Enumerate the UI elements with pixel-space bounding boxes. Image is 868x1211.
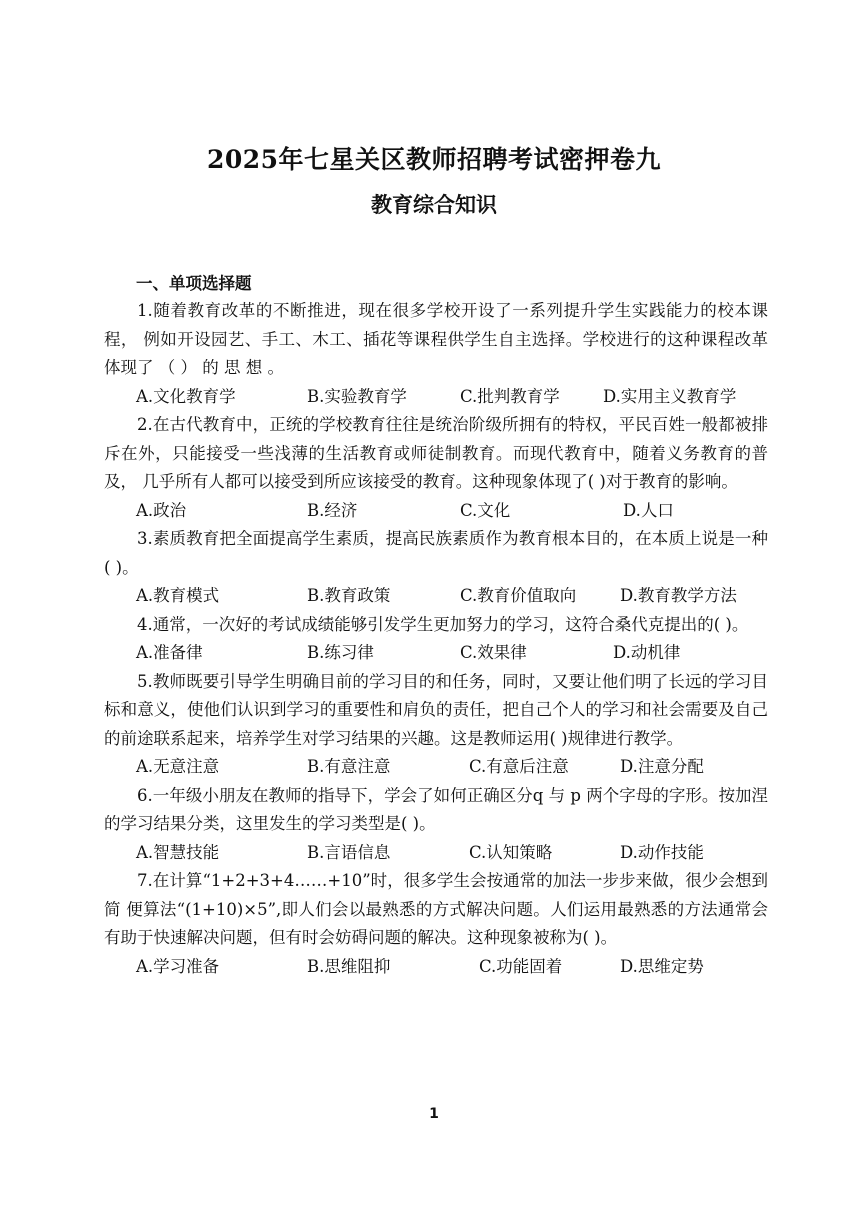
question-4-options — [104, 639, 768, 668]
question-7-option-c: C.功能固着 — [479, 956, 563, 976]
question-7-option-a: A.学习准备 — [136, 956, 220, 976]
question-1-option-a: A.文化教育学 — [136, 386, 236, 406]
question-6-option-d: D.动作技能 — [620, 842, 704, 862]
question-2-text: 2.在古代教育中，正统的学校教育往往是统治阶级所拥有的特权，平民百姓一般都被排 斥在外，只能接受一些浅薄的生活教育或师徒制教育。而现代教育中，随着义务教育的普及， 几乎所有人都可以接受到所应该接受的教育。这种现象体现了( )对于教育的影响。 — [104, 415, 768, 491]
question-6-options — [104, 839, 768, 868]
question-2-option-c: C.文化 — [460, 500, 511, 520]
question-1-option-b: B.实验教育学 — [307, 386, 407, 406]
section-title: 一、单项选择题 — [136, 274, 252, 293]
question-1-text: 1.随着教育改革的不断推进，现在很多学校开设了一系列提升学生实践能力的校本课程， 例如开设园艺、手工、木工、插花等课程供学生自主选择。学校进行的这种课程改革体现了 （ ） 的 思 想 。 — [104, 301, 768, 377]
question-5-text: 5.教师既要引导学生明确目前的学习目的和任务，同时，又要让他们明了长远的学习目 标和意义，使他们认识到学习的重要性和肩负的责任，把自己个人的学习和社会需要及自己 的前途联系起来，培养学生对学习结果的兴趣。这是教师运用( )规律进行教学。 — [104, 671, 768, 748]
question-6-option-b: B.言语信息 — [307, 842, 391, 862]
question-6-option-c: C.认知策略 — [469, 842, 553, 862]
question-7-options — [104, 953, 768, 982]
question-5-option-c: C.有意后注意 — [469, 757, 569, 776]
question-3-option-c: C.教育价值取向 — [460, 586, 577, 605]
question-1-option-c: C.批判教育学 — [460, 386, 560, 406]
question-3-text: 3.素质教育把全面提高学生素质，提高民族素质作为教育根本目的，在本质上说是一种 ( )。 — [104, 529, 768, 577]
question-3-option-d: D.教育教学方法 — [620, 586, 737, 605]
question-4-option-b: B.练习律 — [307, 643, 374, 662]
question-7-text: 7.在计算“1+2+3+4……+10”时，很多学生会按通常的加法一步步来做，很少会想到简 便算法“(1+10)×5”,即人们会以最熟悉的方式解决问题。人们运用最熟悉的方法通常会 有助于快速解决问题，但有时会妨碍问题的解决。这种现象被称为( )。 — [104, 871, 768, 947]
question-5-option-b: B.有意注意 — [307, 757, 391, 776]
question-6-text: 6.一年级小朋友在教师的指导下，学会了如何正确区分q 与 p 两个字母的字形。按加涅 的学习结果分类，这里发生的学习类型是( )。 — [104, 785, 768, 833]
question-4-option-d: D.动机律 — [613, 643, 681, 662]
question-7-option-d: D.思维定势 — [620, 956, 704, 976]
question-5-option-a: A.无意注意 — [136, 757, 220, 776]
document-subtitle: 教育综合知识 — [371, 192, 497, 217]
question-2-option-d: D.人口 — [623, 500, 674, 520]
question-6-option-a: A.智慧技能 — [136, 842, 220, 862]
question-4-option-a: A.准备律 — [136, 643, 203, 662]
question-3-options — [104, 582, 768, 611]
question-5-options — [104, 753, 768, 782]
question-3-option-a: A.教育模式 — [136, 586, 220, 605]
question-list — [104, 297, 768, 981]
question-1-options — [104, 383, 768, 412]
question-3-option-b: B.教育政策 — [307, 586, 391, 605]
question-4-option-c: C.效果律 — [460, 643, 527, 662]
document-title: 2025年七星关区教师招聘考试密押卷九 — [206, 145, 662, 174]
question-5-option-d: D.注意分配 — [620, 757, 704, 776]
question-2-options — [104, 497, 768, 526]
question-2-option-a: A.政治 — [136, 500, 187, 520]
question-7-option-b: B.思维阻抑 — [307, 956, 391, 976]
question-1-option-d: D.实用主义教育学 — [603, 386, 737, 406]
question-2-option-b: B.经济 — [307, 500, 358, 520]
question-4-text: 4.通常，一次好的考试成绩能够引发学生更加努力的学习，这符合桑代克提出的( )。 — [137, 614, 749, 634]
page-number: 1 — [429, 1106, 439, 1122]
